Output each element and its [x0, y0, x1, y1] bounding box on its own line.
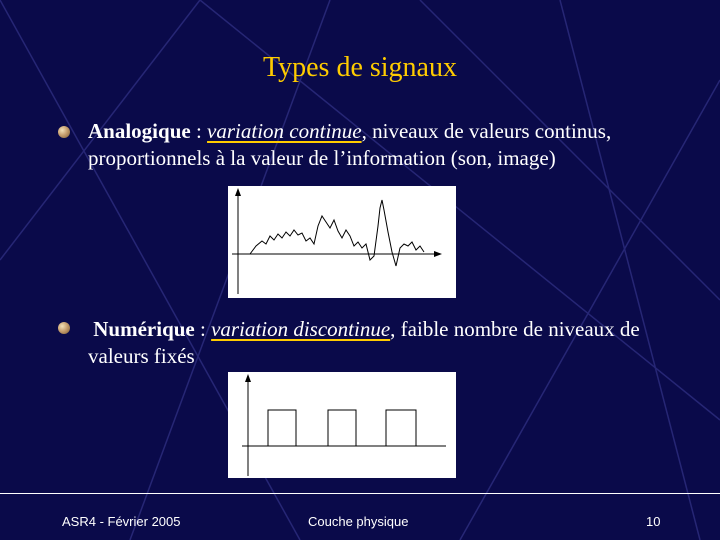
digital-signal-figure [228, 372, 456, 478]
page-number: 10 [646, 514, 661, 529]
footer-left: ASR4 - Février 2005 [62, 514, 181, 529]
bullet-term: Analogique [88, 119, 191, 143]
bullet-emphasis: variation discontinue [211, 317, 391, 341]
bullet-numerique [88, 316, 648, 370]
slide-title: Types de signaux [262, 52, 457, 83]
bullet-term: Numérique [93, 317, 195, 341]
bullet-analogique [88, 118, 628, 172]
bullet-emphasis: variation continue [207, 119, 362, 143]
footer-center: Couche physique [308, 514, 409, 529]
analog-signal-plot [228, 186, 456, 298]
analog-signal-figure [228, 186, 456, 298]
bullet-separator: : [190, 119, 208, 143]
bullet-separator: : [194, 317, 212, 341]
bullet-rest: , niveaux de valeurs continus, proportionnels à la valeur de l’information (son, image) [88, 119, 612, 170]
digital-signal-plot [228, 372, 456, 478]
footer-divider [0, 493, 720, 494]
bullet-rest: , faible nombre de niveaux de valeurs fixés [88, 317, 640, 368]
bullet-icon [58, 126, 70, 138]
bullet-icon [58, 322, 70, 334]
